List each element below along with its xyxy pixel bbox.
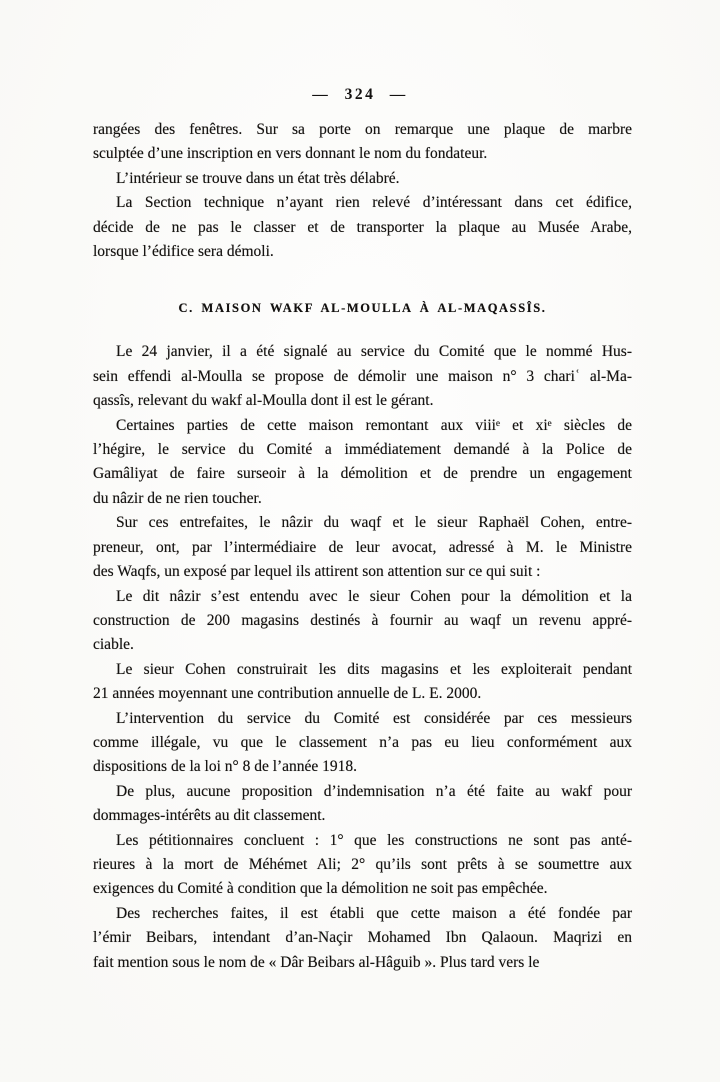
- text-line: décide de ne pas le classer et de transporter la plaque au Musée Arabe,: [93, 218, 632, 236]
- text-line: du nâzir de ne rien toucher.: [93, 489, 262, 507]
- text-line: Certaines parties de cette maison remontant aux viiiᵉ et xiᵉ siècles de: [116, 416, 632, 434]
- text-line: L’intérieur se trouve dans un état très délabré.: [116, 169, 400, 187]
- text-line: sein effendi al-Moulla se propose de démolir une maison n° 3 chariʿ al-Ma-: [93, 367, 632, 385]
- text-line: Des recherches faites, il est établi que cette maison a été fondée par: [116, 904, 632, 922]
- text-line: 21 années moyennant une contribution annuelle de L. E. 2000.: [93, 685, 482, 703]
- text-line: De plus, aucune proposition d’indemnisation n’a été faite au wakf pour: [116, 782, 632, 800]
- text-line: Le 24 janvier, il a été signalé au service du Comité que le nommé Hus-: [116, 343, 632, 361]
- text-line: dommages-intérêts au dit classement.: [93, 807, 326, 825]
- text-line: construction de 200 magasins destinés à fournir au waqf un revenu appré-: [93, 611, 632, 629]
- page-number: — 324 —: [312, 86, 408, 103]
- paragraph: [93, 167, 632, 191]
- text-line: rieures à la mort de Méhémet Ali; 2° qu’ils sont prêts à se soumettre aux: [93, 855, 632, 873]
- paragraph: [93, 829, 632, 902]
- text-line: rangées des fenêtres. Sur sa porte on remarque une plaque de marbre: [93, 121, 632, 138]
- text-line: Sur ces entrefaites, le nâzir du waqf et le sieur Raphaël Cohen, entre-: [116, 514, 632, 532]
- paragraph: [93, 585, 632, 658]
- text-line: preneur, ont, par l’intermédiaire de leur avocat, adressé à M. le Ministre: [93, 538, 632, 556]
- text-line: L’intervention du service du Comité est considérée par ces messieurs: [116, 709, 632, 727]
- text-line: qassîs, relevant du wakf al-Moulla dont il est le gérant.: [93, 392, 434, 410]
- text-line: dispositions de la loi n° 8 de l’année 1918.: [93, 758, 358, 776]
- page-body: [93, 118, 632, 975]
- text-line: exigences du Comité à condition que la démolition ne soit pas empêchée.: [93, 880, 548, 898]
- text-line: ciable.: [93, 636, 134, 654]
- text-line: l’hégire, le service du Comité a immédiatement demandé à la Police de: [93, 441, 632, 459]
- text-line: Gamâliyat de faire surseoir à la démolition et de prendre un engagement: [93, 465, 632, 483]
- text-line: l’émir Beibars, intendant d’an-Naçir Mohamed Ibn Qalaoun. Maqrizi en: [93, 929, 632, 947]
- text-line: Le dit nâzir s’est entendu avec le sieur Cohen pour la démolition et la: [116, 587, 632, 605]
- paragraph: [93, 780, 632, 829]
- text-line: comme illégale, vu que le classement n’a pas eu lieu conformément aux: [93, 733, 632, 751]
- text-line: sculptée d’une inscription en vers donnant le nom du fondateur.: [93, 145, 488, 163]
- text-line: des Waqfs, un exposé par lequel ils attirent son attention sur ce qui suit :: [93, 563, 541, 581]
- text-line: lorsque l’édifice sera démoli.: [93, 243, 274, 261]
- text-line: Le sieur Cohen construirait les dits magasins et les exploiterait pendant: [116, 660, 632, 678]
- section-heading: C. MAISON WAKF AL-MOULLA À AL-MAQASSÎS.: [178, 301, 547, 316]
- paragraph: [93, 191, 632, 264]
- text-line: fait mention sous le nom de « Dâr Beibars al-Hâguib ». Plus tard vers le: [93, 953, 540, 971]
- paragraph: [93, 707, 632, 780]
- paragraph: [93, 414, 632, 512]
- text-line: Les pétitionnaires concluent : 1° que les constructions ne sont pas anté-: [116, 831, 632, 849]
- text-line: La Section technique n’ayant rien relevé d’intéressant dans cet édifice,: [116, 194, 632, 212]
- paragraph: [93, 511, 632, 584]
- paragraph: [93, 658, 632, 707]
- paragraph: [93, 118, 632, 167]
- paragraph: [93, 340, 632, 413]
- paragraph: [93, 902, 632, 975]
